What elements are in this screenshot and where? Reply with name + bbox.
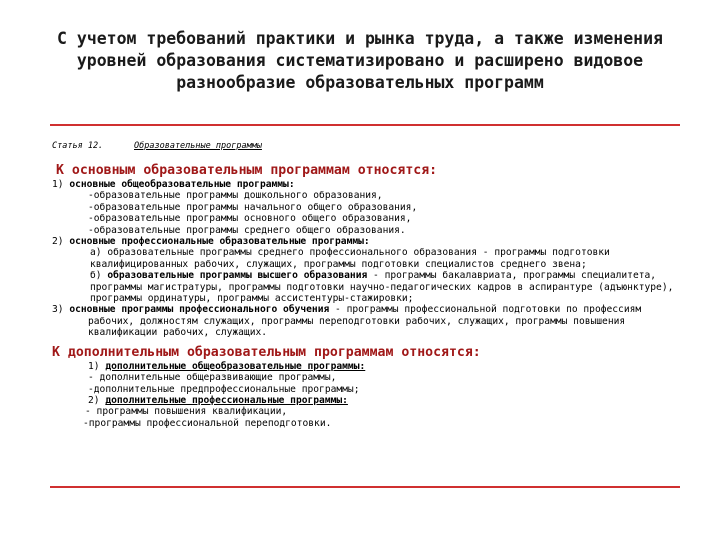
main-item-1-title: основные общеобразовательные программы: — [69, 179, 295, 190]
additional-item-2-title: дополнительные профессиональные программы: — [105, 394, 348, 406]
main-item-2b-prefix: б) — [90, 270, 102, 282]
main-item-2-title: основные профессиональные образовательные программы: — [69, 236, 370, 248]
additional-programs-heading: К дополнительным образовательным программам относятся: — [52, 344, 481, 360]
main-item-1-number: 1) — [52, 179, 64, 190]
additional-item-2-number: 2) — [88, 394, 100, 406]
slide-title: С учетом требований практики и рынка труда, а также изменения уровней образования систематизировано и расширено видовое разнообразие образовательных программ — [57, 29, 663, 92]
main-item-2 — [52, 236, 692, 247]
list-item: -образовательные программы среднего общего образования. — [88, 224, 406, 236]
article-name: Образовательные программы — [134, 141, 262, 151]
main-item-3 — [52, 304, 692, 338]
main-item-2-number: 2) — [52, 236, 64, 248]
additional-item-1 — [52, 361, 692, 372]
main-item-1 — [52, 179, 692, 190]
list-item: -образовательные программы начального общего образования, — [88, 201, 418, 213]
list-item: -программы профессиональной переподготовки. — [83, 417, 332, 429]
article-reference — [52, 141, 262, 151]
list-item: -образовательные программы дошкольного образования, — [88, 190, 383, 202]
list-item: - программы повышения квалификации, — [85, 406, 288, 418]
main-item-2a: а) образовательные программы среднего профессионального образования - программы подготовки квалифицированных рабочих, служащих, программы подготовки специалистов среднего звена; — [90, 247, 610, 270]
additional-item-2 — [52, 395, 692, 406]
main-item-3-bold: основные программы профессионального обучения — [69, 304, 330, 316]
main-item-2b-bold: образовательные программы высшего образования — [107, 270, 368, 282]
document-body — [52, 163, 692, 429]
bottom-divider — [50, 486, 680, 488]
list-item: -дополнительные предпрофессиональные программы; — [88, 383, 360, 395]
list-item: - дополнительные общеразвивающие программы, — [88, 372, 337, 384]
additional-item-1-number: 1) — [88, 360, 100, 372]
main-programs-heading: К основным образовательным программам относятся: — [56, 163, 438, 178]
main-item-3-number: 3) — [52, 304, 64, 316]
main-item-3-text: - программы профессиональной подготовки по профессиям рабочих, должностям служащих, программы переподготовки рабочих, служащих, программы повышения квалификации рабочих, служащих. — [88, 304, 642, 339]
main-item-2b-text: - программы бакалавриата, программы специалитета, программы магистратуры, программы подготовки научно-педагогических кадров в аспирантуре (адъюнктуре), программы ординатуры, программы ассистентуры-стажировки; — [90, 270, 674, 305]
additional-item-1-title: дополнительные общеобразовательные программы: — [105, 360, 366, 372]
top-divider — [50, 124, 680, 126]
article-number: Статья 12. — [52, 141, 104, 151]
main-item-2b — [52, 270, 692, 304]
list-item: -образовательные программы основного общего образования, — [88, 213, 412, 225]
